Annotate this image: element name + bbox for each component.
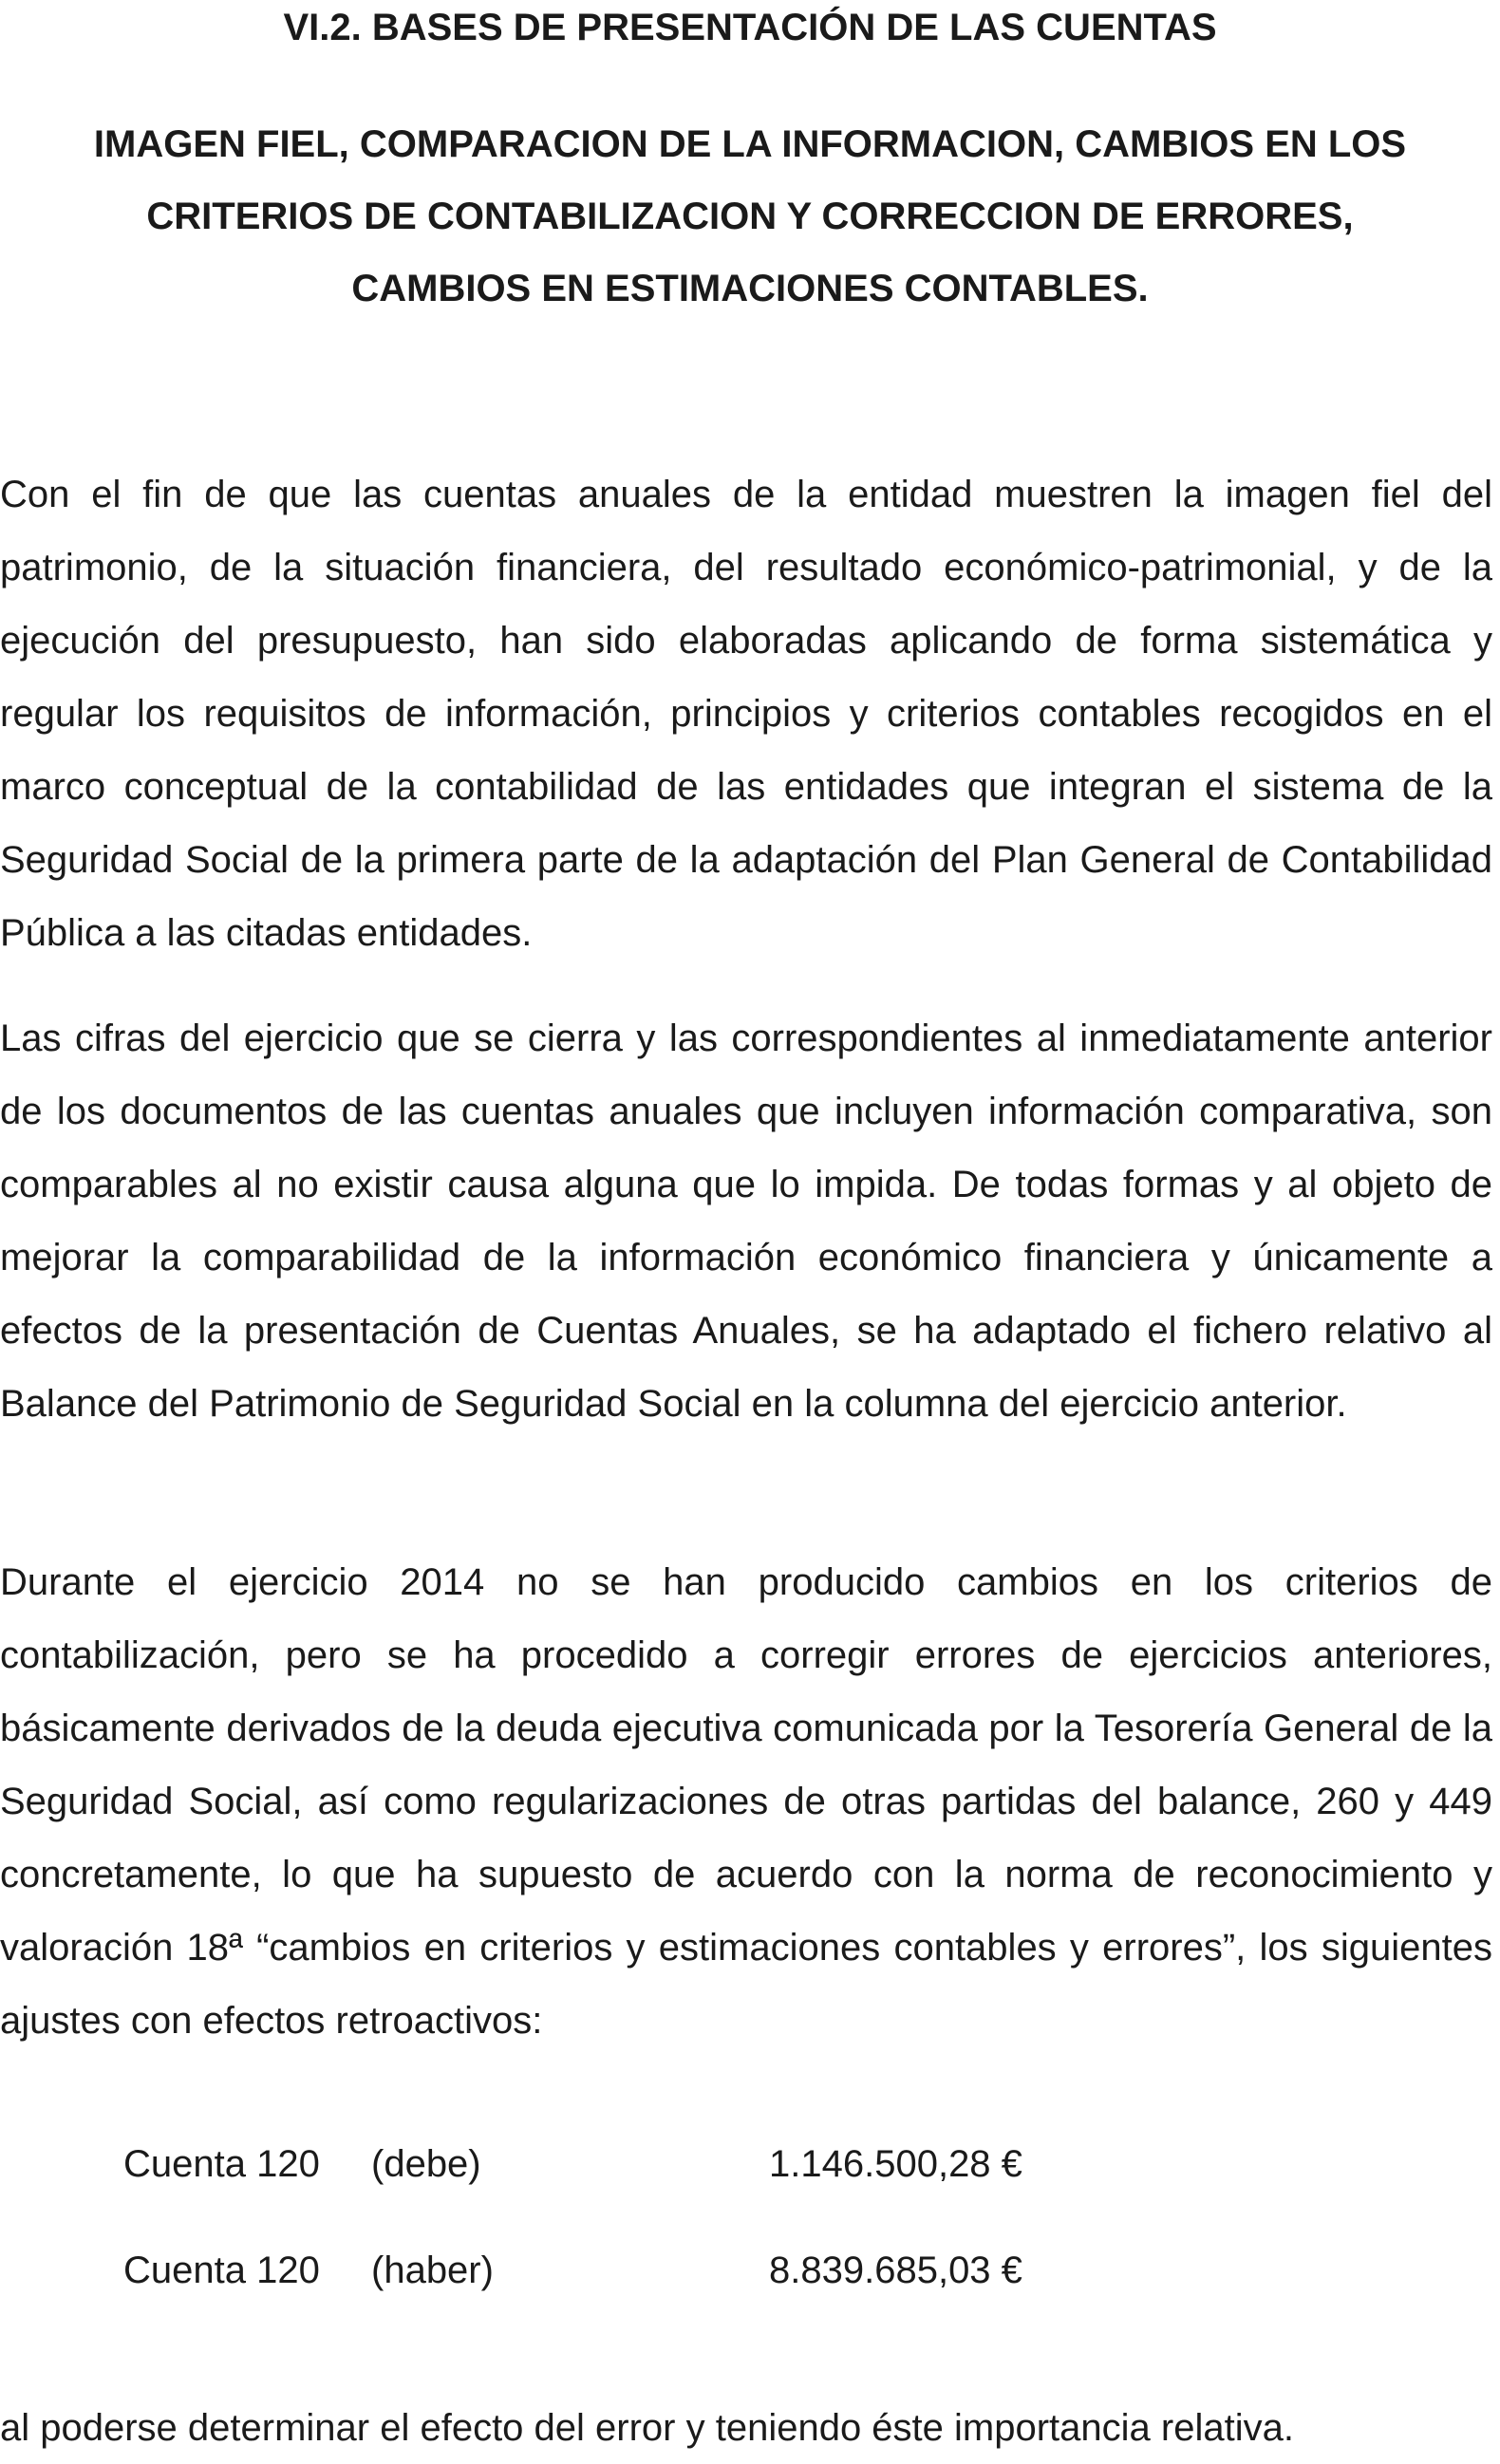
adjustment-amount: 8.839.685,03 € xyxy=(769,2249,1022,2291)
section-heading: VI.2. BASES DE PRESENTACIÓN DE LAS CUENTAS xyxy=(283,7,1217,48)
adjustment-row xyxy=(123,2242,1073,2348)
section-subheading xyxy=(0,108,1500,325)
adjustment-side: (debe) xyxy=(371,2143,481,2185)
adjustment-row xyxy=(123,2136,1073,2242)
paragraph-comparacion: Las cifras del ejercicio que se cierra y las correspondientes al inmediatamente anterior de los documentos de las cuentas anuales que incluyen información comparativa, son comparables al no existir causa alguna que lo impida. De todas formas y al objeto de mejorar la comparabilidad de la información económico financiera y únicamente a efectos de la presentación de Cuentas Anuales, se ha adaptado el fichero relativo al Balance del Patrimonio de Seguridad Social en la columna del ejercicio anterior. xyxy=(0,1017,1492,1425)
subheading-line-1: IMAGEN FIEL, COMPARACION DE LA INFORMACION, CAMBIOS EN LOS xyxy=(93,123,1407,165)
subheading-line-3: CAMBIOS EN ESTIMACIONES CONTABLES. xyxy=(351,268,1149,309)
adjustment-amount: 1.146.500,28 € xyxy=(769,2143,1022,2185)
subheading-line-2: CRITERIOS DE CONTABILIZACION Y CORRECCION DE ERRORES, xyxy=(146,196,1354,237)
paragraph-correccion-errores: Durante el ejercicio 2014 no se han producido cambios en los criterios de contabilización, pero se ha procedido a corregir errores de ejercicios anteriores, básicamente derivados de la deuda ejecutiva comunicada por la Tesorería General de la Seguridad Social, así como regularizaciones de otras partidas del balance, 260 y 449 concretamente, lo que ha supuesto de acuerdo con la norma de reconocimiento y valoración 18ª “cambios en criterios y estimaciones contables y errores”, los siguientes ajustes con efectos retroactivos: xyxy=(0,1561,1492,2042)
adjustments-list xyxy=(123,2136,1073,2348)
adjustment-account: Cuenta 120 xyxy=(123,2143,320,2185)
adjustment-account: Cuenta 120 xyxy=(123,2249,320,2291)
paragraph-imagen-fiel: Con el fin de que las cuentas anuales de la entidad muestren la imagen fiel del patrimonio, de la situación financiera, del resultado económico-patrimonial, y de la ejecución del presupuesto, han sido elaboradas aplicando de forma sistemática y regular los requisitos de información, principios y criterios contables recogidos en el marco conceptual de la contabilidad de las entidades que integran el sistema de la Seguridad Social de la primera parte de la adaptación del Plan General de Contabilidad Pública a las citadas entidades. xyxy=(0,474,1492,954)
closing-sentence: al poderse determinar el efecto del error y teniendo éste importancia relativa. xyxy=(0,2407,1294,2449)
adjustment-side: (haber) xyxy=(371,2249,494,2291)
